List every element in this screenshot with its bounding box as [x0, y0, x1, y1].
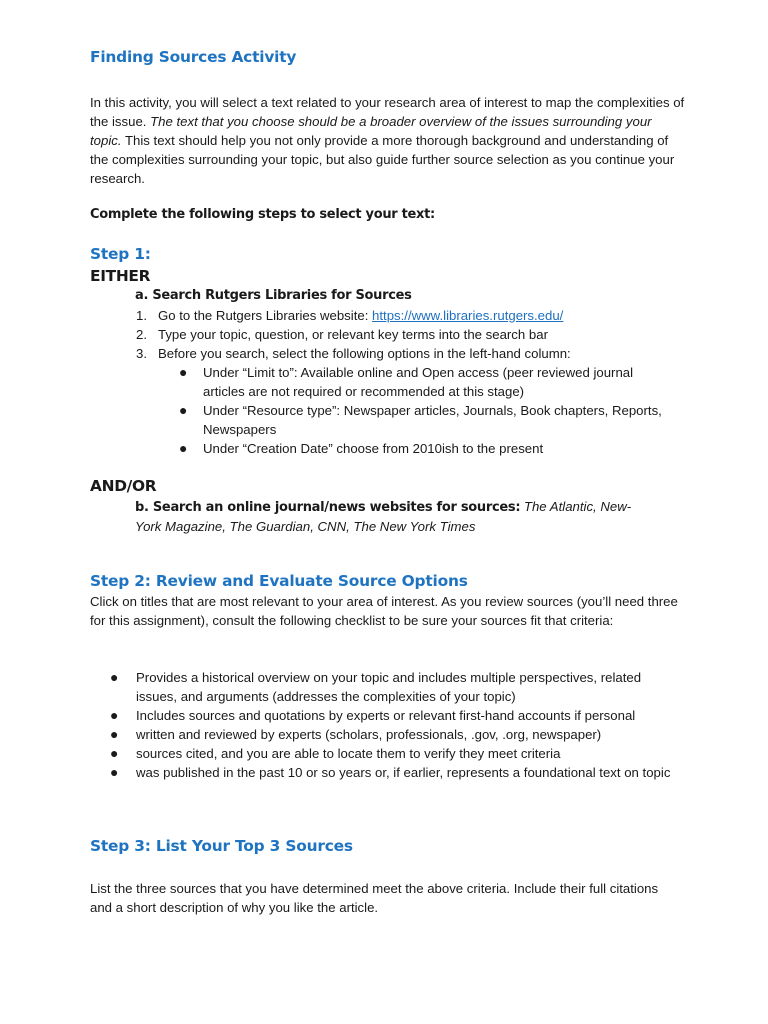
list-item: 2. Type your topic, question, or relevant key terms into the search bar [136, 327, 548, 342]
step1-sub-bullets [179, 363, 669, 458]
step1-heading: Step 1: [90, 245, 151, 263]
list-item: 3. Before you search, select the following options in the left-hand column: [136, 346, 571, 361]
step3-paragraph: List the three sources that you have determined meet the above criteria. Include their full citations and a short description of why you like the article. [90, 881, 659, 915]
bullet-icon: ● [110, 764, 119, 780]
step2-paragraph: Click on titles that are most relevant to your area of interest. As you review sources (you’ll need three for this assignment), consult the following checklist to be sure your sources fit that criteria: [90, 594, 678, 628]
intro-text-2: This text should help you not only provide a more thorough background and understanding of the complexities surrounding your topic, but also guide further source selection as you continue your research. [90, 133, 675, 186]
list-item: ● Provides a historical overview on your topic and includes multiple perspectives, related issues, and arguments (addresses the complexities of your topic) [110, 669, 642, 704]
rutgers-libraries-link[interactable]: https://www.libraries.rutgers.edu/ [372, 308, 564, 323]
step3-heading: Step 3: List Your Top 3 Sources [90, 837, 353, 855]
step2-heading: Step 2: Review and Evaluate Source Options [90, 572, 468, 590]
step1-numbered-list [136, 306, 686, 363]
bullet-icon: ● [179, 364, 188, 380]
list-item: ● Under “Limit to”: Available online and Open access (peer reviewed journal articles are not required or recommended at this stage) [179, 364, 634, 399]
list-item: ● was published in the past 10 or so years or, if earlier, represents a foundational text on topic [110, 764, 671, 780]
list-item: ● Under “Resource type”: Newspaper articles, Journals, Book chapters, Reports, Newspapers [179, 402, 662, 437]
andor-heading: AND/OR [90, 477, 157, 495]
list-item: ● written and reviewed by experts (scholars, professionals, .gov, .org, newspaper) [110, 726, 602, 742]
intro-paragraph [90, 93, 685, 188]
either-heading: EITHER [90, 267, 151, 285]
bullet-icon: ● [179, 402, 188, 418]
intro-text-1: In this activity, you will select a text related to your research area of interest to map the complexities of the issue. [90, 95, 685, 129]
news-sources-list: The Atlantic, New-York Magazine, The Guardian, CNN, The New York Times [135, 499, 632, 534]
bullet-icon: ● [110, 669, 119, 685]
bullet-icon: ● [110, 745, 119, 761]
complete-steps-heading: Complete the following steps to select your text: [90, 207, 435, 222]
list-item: ● Includes sources and quotations by experts or relevant first-hand accounts if personal [110, 707, 636, 723]
bullet-icon: ● [110, 707, 119, 723]
list-item: ● Under “Creation Date” choose from 2010ish to the present [179, 440, 544, 456]
option-b-paragraph [135, 497, 655, 536]
bullet-icon: ● [110, 726, 119, 742]
document-title: Finding Sources Activity [90, 48, 297, 66]
criteria-checklist [110, 668, 680, 782]
bullet-icon: ● [179, 440, 188, 456]
option-b-label: b. Search an online journal/news websites for sources: [135, 500, 521, 515]
intro-italic-text: The text that you choose should be a broader overview of the issues surrounding your topic. [90, 114, 652, 148]
option-a-label: a. Search Rutgers Libraries for Sources [135, 288, 412, 303]
list-item: ● sources cited, and you are able to locate them to verify they meet criteria [110, 745, 561, 761]
list-item: 1. Go to the Rutgers Libraries website: https://www.libraries.rutgers.edu/ [136, 308, 564, 323]
